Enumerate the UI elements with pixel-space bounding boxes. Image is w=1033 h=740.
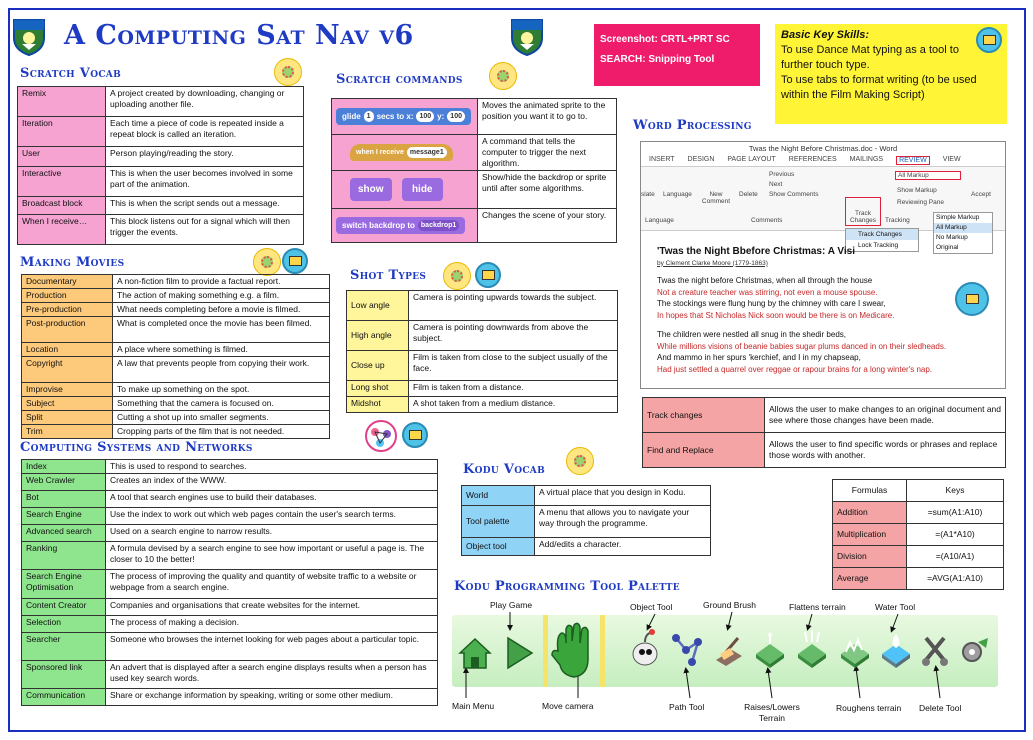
scratch-vocab-table	[17, 86, 304, 245]
object-tool-icon[interactable]	[628, 628, 662, 668]
switch-backdrop-block	[336, 217, 465, 234]
accept-button[interactable]: Accept	[971, 191, 991, 198]
switch-backdrop-block-cell	[332, 209, 478, 243]
basic-skills-title: Basic Key Skills:	[781, 29, 870, 41]
term-cell: User	[18, 147, 106, 167]
term-cell: Content Creator	[22, 599, 106, 616]
table-row	[22, 411, 330, 425]
network-icon	[365, 420, 397, 452]
table-row	[347, 381, 618, 397]
making-movies-title: Making Movies	[20, 255, 125, 270]
hide-block: hide	[402, 178, 443, 201]
glide-block-cell	[332, 99, 478, 135]
definition-cell: Used on a search engine to narrow results.	[106, 525, 438, 542]
show-comments-button[interactable]: Show Comments	[769, 191, 819, 198]
definition-cell: Show/hide the backdrop or sprite until after some algorithms.	[478, 171, 617, 209]
dropdown-option[interactable]: Original	[936, 244, 959, 251]
table-row	[22, 525, 438, 542]
table-row	[332, 171, 617, 209]
snipping-tool-text: SEARCH: Snipping Tool	[600, 54, 715, 65]
word-processing-table	[642, 397, 1006, 468]
scratch-sprite-icon	[274, 58, 302, 86]
screenshot-shortcut-box	[594, 24, 760, 86]
term-cell: Selection	[22, 616, 106, 633]
term-cell: Remix	[18, 87, 106, 117]
group-label-comments: Comments	[751, 217, 783, 224]
definition-cell: A place where something is filmed.	[113, 343, 330, 357]
block-input: 100	[416, 111, 434, 122]
definition-cell: Creates an index of the WWW.	[106, 474, 438, 491]
table-row	[22, 491, 438, 508]
dropdown-option[interactable]: Simple Markup	[936, 214, 980, 221]
tab-mailings[interactable]: MAILINGS	[849, 156, 884, 163]
term-cell: Average	[833, 568, 907, 590]
basic-skills-line2: To use tabs to format writing (to be used within the Film Making Script)	[781, 74, 977, 101]
table-row	[347, 351, 618, 381]
definition-cell: A non-fiction film to provide a factual report.	[113, 275, 330, 289]
definition-cell: A shot taken from a medium distance.	[409, 397, 618, 413]
dropdown-option[interactable]: All Markup	[934, 223, 992, 233]
definition-cell: Allows the user to find specific words or phrases and replace those words with another.	[765, 433, 1006, 468]
definition-cell: A tool that search engines use to build their databases.	[106, 491, 438, 508]
definition-cell: Someone who browses the internet looking for web pages about a particular topic.	[106, 633, 438, 661]
term-cell: Search Engine	[22, 508, 106, 525]
definition-cell: Cropping parts of the film that is not needed.	[113, 425, 330, 439]
definition-cell: A project created by downloading, changing or uploading another file.	[106, 87, 304, 117]
term-cell: Low angle	[347, 291, 409, 321]
tab-review[interactable]: REVIEW	[896, 156, 930, 165]
table-row	[22, 275, 330, 289]
basic-skills-line1: To use Dance Mat typing as a tool to further touch type.	[781, 44, 959, 71]
block-label: glide	[342, 112, 361, 121]
term-cell: Object tool	[462, 538, 535, 556]
scratch-sprite-icon	[489, 62, 517, 90]
table-row	[833, 502, 1004, 524]
term-cell: Searcher	[22, 633, 106, 661]
table-row	[22, 616, 438, 633]
definition-cell: Film is taken from a distance.	[409, 381, 618, 397]
term-cell: Close up	[347, 351, 409, 381]
definition-cell: Person playing/reading the story.	[106, 147, 304, 167]
water-tool-icon[interactable]	[879, 632, 913, 668]
kodu-palette-title: Kodu Programming Tool Palette	[454, 579, 680, 594]
table-row	[462, 506, 711, 538]
term-cell: Post-production	[22, 317, 113, 343]
table-row	[18, 87, 304, 117]
glide-block	[336, 108, 471, 125]
show-block: show	[350, 178, 392, 201]
definition-cell: A menu that allows you to navigate your way through the programme.	[535, 506, 711, 538]
table-row	[332, 135, 617, 171]
term-cell: Communication	[22, 689, 106, 706]
roughens-terrain-icon[interactable]	[838, 632, 872, 668]
term-cell: Track changes	[643, 398, 765, 433]
word-screenshot	[640, 141, 1006, 389]
header-cell: Formulas	[833, 480, 907, 502]
table-row	[22, 542, 438, 570]
term-cell: Improvise	[22, 383, 113, 397]
label-main-menu: Main Menu	[452, 701, 495, 711]
move-camera-icon[interactable]	[543, 615, 605, 687]
doc-line: Had just settled a quarrel over reggae or rapour brains for a long winter's nap.	[657, 364, 933, 374]
table-row	[347, 291, 618, 321]
basic-skills-box	[775, 24, 1007, 124]
term-cell: Subject	[22, 397, 113, 411]
table-row	[18, 147, 304, 167]
kodu-vocab-table	[461, 485, 711, 556]
label-roughens-terrain: Roughens terrain	[836, 703, 902, 713]
delete-tool-icon[interactable]	[920, 632, 950, 668]
block-input: backdrop1	[418, 220, 459, 231]
term-cell: Split	[22, 411, 113, 425]
table-row	[22, 508, 438, 525]
definition-cell: Camera is pointing downwards from above the subject.	[409, 321, 618, 351]
definition-cell: Use the index to work out which web pages contain the user's search terms.	[106, 508, 438, 525]
table-row	[643, 398, 1006, 433]
term-cell: Web Crawler	[22, 474, 106, 491]
definition-cell: Film is taken from close to the subject usually of the face.	[409, 351, 618, 381]
label-raises-lowers-terrain: Raises/Lowers Terrain	[744, 702, 800, 723]
block-label: y:	[437, 112, 445, 121]
term-cell: Interactive	[18, 167, 106, 197]
when-receive-block-cell	[332, 135, 478, 171]
definition-cell: What is completed once the movie has been filmed.	[113, 317, 330, 343]
label-delete-tool: Delete Tool	[919, 703, 962, 713]
definition-cell: The process of improving the quality and quantity of website traffic to a website or webpage from a search engine.	[106, 570, 438, 599]
block-label: when I receive	[356, 149, 404, 156]
block-input: message1	[407, 147, 447, 158]
key-cell: =(A1*A10)	[907, 524, 1004, 546]
header-cell: Keys	[907, 480, 1004, 502]
table-row	[18, 167, 304, 197]
term-cell: Search Engine Optimisation	[22, 570, 106, 599]
tab-view[interactable]: VIEW	[942, 156, 961, 163]
menu-item[interactable]: Track Changes	[846, 229, 918, 240]
next-button[interactable]: Next	[769, 181, 783, 188]
table-row	[833, 568, 1004, 590]
definition-cell: Share or exchange information by speaking, writing or some other medium.	[106, 689, 438, 706]
term-cell: World	[462, 486, 535, 506]
table-row	[22, 343, 330, 357]
definition-cell: This is when the user becomes involved in some part of the animation.	[106, 167, 304, 197]
label-move-camera: Move camera	[542, 701, 594, 711]
menu-item[interactable]: Lock Tracking	[858, 242, 899, 249]
definition-cell: Each time a piece of code is repeated inside a repeat block is called an iteration.	[106, 117, 304, 147]
show-markup-button[interactable]: Show Markup	[897, 187, 937, 194]
definition-cell: A law that prevents people from copying their work.	[113, 357, 330, 383]
doc-line: The stockings were flung hung by the chimney with care I swear,	[657, 299, 886, 308]
term-cell: Documentary	[22, 275, 113, 289]
term-cell: Addition	[833, 502, 907, 524]
monitor-icon	[475, 262, 501, 288]
doc-byline: by Clement Clarke Moore (1779-1863)	[657, 259, 768, 267]
table-row	[332, 209, 617, 243]
definition-cell: Cutting a shot up into smaller segments.	[113, 411, 330, 425]
scratch-commands-title: Scratch commands	[336, 72, 463, 87]
school-crest-left	[12, 18, 46, 56]
term-cell: High angle	[347, 321, 409, 351]
term-cell: Sponsored link	[22, 661, 106, 689]
label-ground-brush: Ground Brush	[703, 600, 756, 610]
table-row	[18, 197, 304, 215]
computing-systems-table	[21, 459, 438, 706]
block-label: secs to x:	[376, 112, 414, 121]
group-label-tracking: Tracking	[885, 217, 910, 224]
table-row	[22, 599, 438, 616]
key-cell: =AVG(A1:A10)	[907, 568, 1004, 590]
tab-insert[interactable]: INSERT	[649, 156, 675, 163]
table-row	[22, 689, 438, 706]
definition-cell: The action of making something e.g. a film.	[113, 289, 330, 303]
monitor-icon	[282, 248, 308, 274]
window-title: Twas the Night Before Christmas.doc - Word	[748, 144, 898, 153]
table-row	[347, 397, 618, 413]
screenshot-shortcut-text: Screenshot: CRTL+PRT SC	[600, 34, 730, 45]
scratch-commands-table	[331, 98, 617, 243]
school-crest-right	[510, 18, 544, 56]
film-icon	[253, 248, 281, 276]
show-hide-block-cell	[332, 171, 478, 209]
definition-cell: An advert that is displayed after a search engine displays results when a person has used key search words.	[106, 661, 438, 689]
term-cell: Trim	[22, 425, 113, 439]
making-movies-table	[21, 274, 330, 439]
table-row	[22, 397, 330, 411]
term-cell: Tool palette	[462, 506, 535, 538]
label-water-tool: Water Tool	[875, 602, 916, 612]
computing-systems-title: Computing Systems and Networks	[20, 440, 253, 455]
table-row	[22, 383, 330, 397]
all-markup-dropdown[interactable]: All Markup	[895, 171, 961, 180]
document-body	[657, 246, 997, 375]
term-cell: Ranking	[22, 542, 106, 570]
page-title: A Computing Sat Nav v6	[64, 20, 414, 51]
definition-cell: A formula devised by a search engine to see how important or useful a page is. The closer to 10 the better!	[106, 542, 438, 570]
raises-lowers-terrain-icon[interactable]	[753, 632, 787, 668]
previous-button[interactable]: Previous	[769, 171, 795, 178]
word-processing-title: Word Processing	[633, 118, 752, 133]
ribbon-tabs	[641, 155, 1005, 167]
table-row	[22, 317, 330, 343]
table-row	[22, 289, 330, 303]
label-flattens-terrain: Flattens terrain	[789, 602, 846, 612]
table-row	[22, 633, 438, 661]
track-changes-button[interactable]: Track Changes	[845, 197, 881, 226]
monitor-icon	[955, 282, 989, 316]
table-row	[833, 524, 1004, 546]
table-row	[22, 425, 330, 439]
block-input: 100	[447, 111, 465, 122]
table-row	[462, 538, 711, 556]
definition-cell: Allows the user to make changes to an original document and see where those changes have been made.	[765, 398, 1006, 433]
doc-line: And mammo in her spurs 'kerchief, and I in my chapseap,	[657, 353, 861, 362]
definition-cell: This is when the script sends out a message.	[106, 197, 304, 215]
table-row	[643, 433, 1006, 468]
definition-cell: To make up something on the spot.	[113, 383, 330, 397]
path-tool-icon[interactable]	[670, 632, 704, 668]
table-row	[22, 303, 330, 317]
kodu-icon	[566, 447, 594, 475]
monitor-icon	[976, 27, 1002, 53]
term-cell: Long shot	[347, 381, 409, 397]
term-cell: Bot	[22, 491, 106, 508]
term-cell: Iteration	[18, 117, 106, 147]
definition-cell: A command that tells the computer to trigger the next algorithm.	[478, 135, 617, 171]
table-row	[22, 570, 438, 599]
settings-tool-icon[interactable]	[958, 634, 992, 668]
table-row	[833, 546, 1004, 568]
block-input: 1	[364, 111, 374, 122]
doc-line: The children were nestled all snug in the shedir beds,	[657, 330, 846, 339]
term-cell: Copyright	[22, 357, 113, 383]
doc-title: 'Twas the Night Bbefore Christmas: A Visi	[657, 246, 855, 257]
table-row	[347, 321, 618, 351]
tab-design[interactable]: DESIGN	[687, 156, 715, 163]
new-comment-button[interactable]: New Comment	[701, 191, 731, 205]
definition-cell: The process of making a decision.	[106, 616, 438, 633]
definition-cell: Companies and organisations that create websites for the internet.	[106, 599, 438, 616]
table-row	[18, 117, 304, 147]
term-cell: Find and Replace	[643, 433, 765, 468]
ground-brush-icon[interactable]	[712, 632, 746, 668]
translate-button[interactable]: slate	[641, 191, 655, 198]
definition-cell: Changes the scene of your story.	[478, 209, 617, 243]
table-row	[332, 99, 617, 135]
label-object-tool: Object Tool	[630, 602, 673, 612]
tab-references[interactable]: REFERENCES	[788, 156, 837, 163]
label-path-tool: Path Tool	[669, 702, 705, 712]
table-row	[22, 357, 330, 383]
table-row	[22, 474, 438, 491]
doc-line: While millions visions of beanie babies sugar plums danced in on their sledheads.	[657, 341, 947, 351]
dropdown-option[interactable]: No Markup	[936, 234, 968, 241]
term-cell: When I receive…	[18, 215, 106, 245]
doc-line: Twas the night before Christmas, when all through the house	[657, 276, 873, 285]
table-row	[833, 480, 1004, 502]
definition-cell: This block listens out for a signal which will then trigger the events.	[106, 215, 304, 245]
label-play-game: Play Game	[490, 600, 533, 610]
definition-cell: Camera is pointing upwards towards the subject.	[409, 291, 618, 321]
definition-cell: A virtual place that you design in Kodu.	[535, 486, 711, 506]
definition-cell: Something that the camera is focused on.	[113, 397, 330, 411]
block-label: switch backdrop to	[342, 221, 415, 230]
term-cell: Multiplication	[833, 524, 907, 546]
definition-cell: What needs completing before a movie is filmed.	[113, 303, 330, 317]
monitor-icon	[402, 422, 428, 448]
key-cell: =sum(A1:A10)	[907, 502, 1004, 524]
term-cell: Advanced search	[22, 525, 106, 542]
term-cell: Division	[833, 546, 907, 568]
table-row	[22, 661, 438, 689]
tab-page-layout[interactable]: PAGE LAYOUT	[727, 156, 776, 163]
play-game-icon[interactable]	[505, 635, 535, 671]
doc-line: In hopes that St Nicholas Nick soon would be there is on Medicare.	[657, 310, 895, 320]
doc-line: Not a creature teacher was stirring, not even a mouse spouse.	[657, 287, 878, 297]
term-cell: Production	[22, 289, 113, 303]
term-cell: Midshot	[347, 397, 409, 413]
table-row	[22, 460, 438, 474]
term-cell: Index	[22, 460, 106, 474]
definition-cell: Moves the animated sprite to the position you want it to go to.	[478, 99, 617, 135]
kodu-vocab-title: Kodu Vocab	[463, 462, 545, 477]
shot-types-table	[346, 290, 618, 413]
key-cell: =(A10/A1)	[907, 546, 1004, 568]
formulas-table	[832, 479, 1004, 590]
table-row	[462, 486, 711, 506]
delete-button[interactable]: Delete	[739, 191, 758, 198]
language-button[interactable]: Language	[663, 191, 692, 198]
table-row	[18, 215, 304, 245]
definition-cell: This is used to respond to searches.	[106, 460, 438, 474]
camera-icon	[443, 262, 471, 290]
shot-types-title: Shot Types	[350, 268, 427, 283]
scratch-vocab-title: Scratch Vocab	[20, 66, 121, 81]
when-receive-block	[350, 144, 453, 161]
flattens-terrain-icon[interactable]	[795, 628, 829, 668]
main-menu-icon[interactable]	[457, 635, 493, 671]
reviewing-pane-button[interactable]: Reviewing Pane	[897, 199, 944, 206]
definition-cell: Add/edits a character.	[535, 538, 711, 556]
term-cell: Broadcast block	[18, 197, 106, 215]
group-label-language: Language	[645, 217, 674, 224]
term-cell: Pre-production	[22, 303, 113, 317]
term-cell: Location	[22, 343, 113, 357]
